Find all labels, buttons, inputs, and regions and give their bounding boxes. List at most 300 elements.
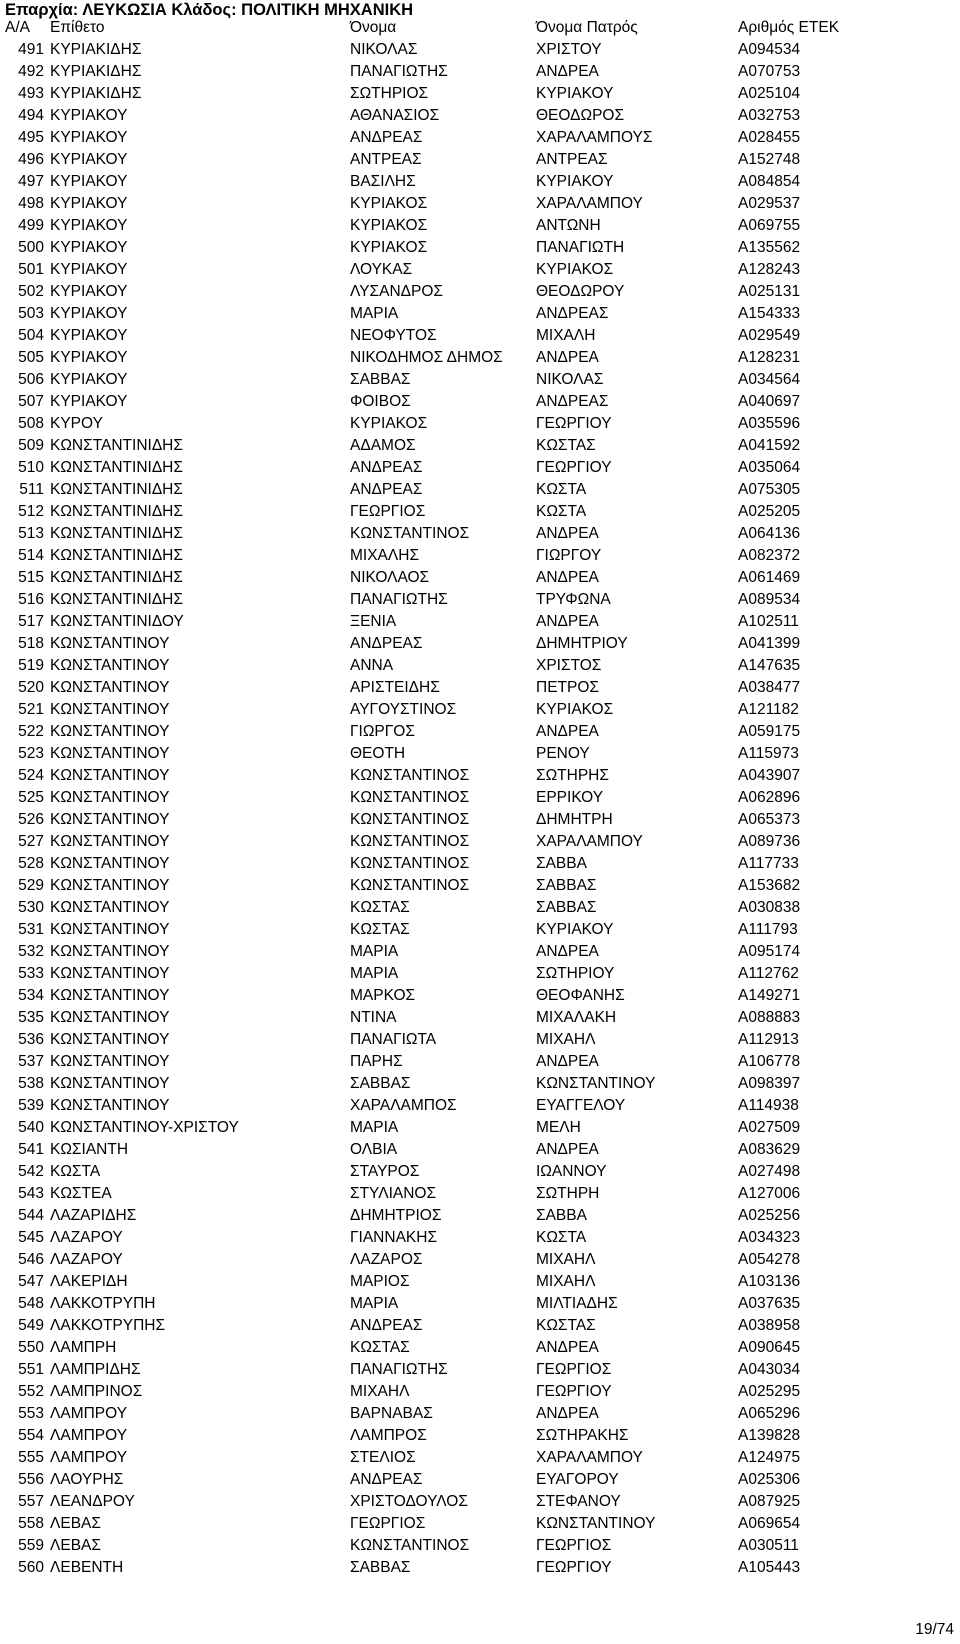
table-row bbox=[0, 1337, 960, 1359]
row-father-name: ΑΝΔΡΕΑ bbox=[536, 1141, 599, 1158]
row-name: ΣΑΒΒΑΣ bbox=[350, 1559, 411, 1576]
row-father-name: ΚΥΡΙΑΚΟΣ bbox=[536, 261, 614, 278]
table-row bbox=[0, 721, 960, 743]
row-number: 558 bbox=[18, 1515, 44, 1532]
table-row bbox=[0, 1293, 960, 1315]
row-father-name: ΓΕΩΡΓΙΟΥ bbox=[536, 1383, 612, 1400]
row-name: ΝΙΚΟΛΑΟΣ bbox=[350, 569, 430, 586]
row-father-name: ΕΥΑΓΟΡΟΥ bbox=[536, 1471, 619, 1488]
row-surname: ΚΥΡΙΑΚΟΥ bbox=[50, 107, 128, 124]
row-number: 510 bbox=[18, 459, 44, 476]
row-father-name: ΑΝΔΡΕΑ bbox=[536, 1339, 599, 1356]
row-number: 550 bbox=[18, 1339, 44, 1356]
row-etek-number: Α152748 bbox=[738, 151, 801, 168]
table-row bbox=[0, 1315, 960, 1337]
row-etek-number: Α149271 bbox=[738, 987, 801, 1004]
row-name: ΧΡΙΣΤΟΔΟΥΛΟΣ bbox=[350, 1493, 468, 1510]
row-surname: ΚΩΝΣΤΑΝΤΙΝΙΔΟΥ bbox=[50, 613, 184, 630]
row-etek-number: Α028455 bbox=[738, 129, 801, 146]
row-name: ΛΟΥΚΑΣ bbox=[350, 261, 413, 278]
row-etek-number: Α103136 bbox=[738, 1273, 801, 1290]
row-name: ΒΑΡΝΑΒΑΣ bbox=[350, 1405, 433, 1422]
row-surname: ΚΥΡΙΑΚΟΥ bbox=[50, 349, 128, 366]
table-row bbox=[0, 369, 960, 391]
row-surname: ΚΩΝΣΤΑΝΤΙΝΟΥ bbox=[50, 943, 170, 960]
row-number: 527 bbox=[18, 833, 44, 850]
row-father-name: ΑΝΔΡΕΑ bbox=[536, 63, 599, 80]
row-number: 520 bbox=[18, 679, 44, 696]
row-number: 501 bbox=[18, 261, 44, 278]
row-name: ΜΑΡΙΑ bbox=[350, 305, 399, 322]
table-row bbox=[0, 391, 960, 413]
row-surname: ΚΩΝΣΤΑΝΤΙΝΟΥ bbox=[50, 767, 170, 784]
row-number: 546 bbox=[18, 1251, 44, 1268]
table-row bbox=[0, 1029, 960, 1051]
row-name: ΒΑΣΙΛΗΣ bbox=[350, 173, 416, 190]
row-father-name: ΓΕΩΡΓΙΟΣ bbox=[536, 1361, 612, 1378]
row-father-name: ΚΥΡΙΑΚΟΥ bbox=[536, 173, 614, 190]
row-etek-number: Α117733 bbox=[738, 855, 799, 872]
row-number: 511 bbox=[19, 481, 44, 498]
table-row bbox=[0, 479, 960, 501]
table-row bbox=[0, 105, 960, 127]
header-etek-number: Αριθμός ΕΤΕΚ bbox=[738, 19, 840, 36]
table-row bbox=[0, 1513, 960, 1535]
row-name: ΛΑΜΠΡΟΣ bbox=[350, 1427, 427, 1444]
row-surname: ΚΥΡΙΑΚΟΥ bbox=[50, 151, 128, 168]
row-surname: ΚΥΡΙΑΚΟΥ bbox=[50, 217, 128, 234]
row-name: ΝΤΙΝΑ bbox=[350, 1009, 397, 1026]
table-row bbox=[0, 523, 960, 545]
row-etek-number: Α038477 bbox=[738, 679, 801, 696]
table-row bbox=[0, 589, 960, 611]
row-surname: ΛΕΑΝΔΡΟΥ bbox=[50, 1493, 135, 1510]
row-number: 516 bbox=[18, 591, 44, 608]
row-etek-number: Α041592 bbox=[738, 437, 801, 454]
row-father-name: ΑΝΤΡΕΑΣ bbox=[536, 151, 608, 168]
table-row bbox=[0, 611, 960, 633]
row-etek-number: Α089534 bbox=[738, 591, 801, 608]
table-row bbox=[0, 1447, 960, 1469]
row-surname: ΚΩΣΤΑ bbox=[50, 1163, 101, 1180]
row-number: 522 bbox=[18, 723, 44, 740]
row-name: ΚΩΝΣΤΑΝΤΙΝΟΣ bbox=[350, 811, 470, 828]
row-number: 540 bbox=[18, 1119, 44, 1136]
row-surname: ΛΑΖΑΡΟΥ bbox=[50, 1229, 123, 1246]
table-row bbox=[0, 985, 960, 1007]
row-etek-number: Α105443 bbox=[738, 1559, 801, 1576]
row-name: ΚΩΝΣΤΑΝΤΙΝΟΣ bbox=[350, 833, 470, 850]
table-row bbox=[0, 83, 960, 105]
row-etek-number: Α025131 bbox=[738, 283, 801, 300]
row-number: 503 bbox=[18, 305, 44, 322]
row-etek-number: Α112762 bbox=[738, 965, 799, 982]
row-number: 552 bbox=[18, 1383, 44, 1400]
table-row bbox=[0, 1095, 960, 1117]
row-etek-number: Α034564 bbox=[738, 371, 801, 388]
row-number: 553 bbox=[18, 1405, 44, 1422]
row-etek-number: Α075305 bbox=[738, 481, 801, 498]
row-etek-number: Α054278 bbox=[738, 1251, 801, 1268]
table-row bbox=[0, 1139, 960, 1161]
row-father-name: ΠΕΤΡΟΣ bbox=[536, 679, 599, 696]
row-number: 497 bbox=[18, 173, 44, 190]
table-row bbox=[0, 435, 960, 457]
row-etek-number: Α090645 bbox=[738, 1339, 801, 1356]
row-number: 555 bbox=[18, 1449, 44, 1466]
row-name: ΚΥΡΙΑΚΟΣ bbox=[350, 217, 428, 234]
row-etek-number: Α043907 bbox=[738, 767, 801, 784]
row-etek-number: Α069654 bbox=[738, 1515, 801, 1532]
row-etek-number: Α089736 bbox=[738, 833, 801, 850]
row-father-name: ΚΩΝΣΤΑΝΤΙΝΟΥ bbox=[536, 1075, 656, 1092]
table-row bbox=[0, 237, 960, 259]
row-etek-number: Α035596 bbox=[738, 415, 801, 432]
row-etek-number: Α098397 bbox=[738, 1075, 801, 1092]
table-row bbox=[0, 787, 960, 809]
row-father-name: ΓΕΩΡΓΙΟΥ bbox=[536, 1559, 612, 1576]
row-number: 535 bbox=[18, 1009, 44, 1026]
row-etek-number: Α115973 bbox=[738, 745, 799, 762]
row-father-name: ΓΕΩΡΓΙΟΥ bbox=[536, 459, 612, 476]
row-surname: ΚΩΝΣΤΑΝΤΙΝΙΔΗΣ bbox=[50, 437, 183, 454]
row-father-name: ΣΑΒΒΑΣ bbox=[536, 877, 597, 894]
row-father-name: ΚΥΡΙΑΚΟΥ bbox=[536, 85, 614, 102]
row-number: 521 bbox=[18, 701, 44, 718]
row-etek-number: Α035064 bbox=[738, 459, 801, 476]
row-father-name: ΑΝΔΡΕΑΣ bbox=[536, 305, 609, 322]
row-name: ΚΩΝΣΤΑΝΤΙΝΟΣ bbox=[350, 789, 470, 806]
table-row bbox=[0, 1249, 960, 1271]
row-name: ΜΑΡΚΟΣ bbox=[350, 987, 416, 1004]
row-number: 534 bbox=[18, 987, 44, 1004]
table-row bbox=[0, 963, 960, 985]
row-name: ΝΙΚΟΛΑΣ bbox=[350, 41, 418, 58]
row-number: 530 bbox=[18, 899, 44, 916]
table-row bbox=[0, 743, 960, 765]
table-row bbox=[0, 633, 960, 655]
row-father-name: ΣΩΤΗΡΗ bbox=[536, 1185, 600, 1202]
header-aa: Α/Α bbox=[5, 19, 30, 36]
row-name: ΚΥΡΙΑΚΟΣ bbox=[350, 195, 428, 212]
row-number: 532 bbox=[18, 943, 44, 960]
row-surname: ΚΩΝΣΤΑΝΤΙΝΙΔΗΣ bbox=[50, 481, 183, 498]
row-name: ΑΝΔΡΕΑΣ bbox=[350, 459, 423, 476]
row-number: 499 bbox=[18, 217, 44, 234]
row-number: 518 bbox=[18, 635, 44, 652]
row-name: ΛΑΖΑΡΟΣ bbox=[350, 1251, 423, 1268]
row-number: 525 bbox=[18, 789, 44, 806]
row-number: 557 bbox=[18, 1493, 44, 1510]
row-surname: ΚΩΝΣΤΑΝΤΙΝΟΥ bbox=[50, 789, 170, 806]
row-father-name: ΚΩΣΤΑ bbox=[536, 481, 587, 498]
table-row bbox=[0, 1557, 960, 1579]
row-father-name: ΧΑΡΑΛΑΜΠΟΥΣ bbox=[536, 129, 653, 146]
row-surname: ΚΩΝΣΤΑΝΤΙΝΟΥ bbox=[50, 635, 170, 652]
table-row bbox=[0, 1051, 960, 1073]
row-number: 526 bbox=[18, 811, 44, 828]
row-father-name: ΧΑΡΑΛΑΜΠΟΥ bbox=[536, 833, 643, 850]
row-father-name: ΑΝΔΡΕΑ bbox=[536, 525, 599, 542]
row-father-name: ΘΕΟΔΩΡΟΣ bbox=[536, 107, 625, 124]
row-father-name: ΣΑΒΒΑ bbox=[536, 1207, 587, 1224]
row-name: ΓΙΩΡΓΟΣ bbox=[350, 723, 415, 740]
row-etek-number: Α147635 bbox=[738, 657, 801, 674]
row-father-name: ΚΥΡΙΑΚΟΥ bbox=[536, 921, 614, 938]
table-row bbox=[0, 1227, 960, 1249]
row-etek-number: Α064136 bbox=[738, 525, 801, 542]
row-surname: ΚΥΡΙΑΚΟΥ bbox=[50, 305, 128, 322]
row-number: 498 bbox=[18, 195, 44, 212]
row-father-name: ΧΡΙΣΤΟΥ bbox=[536, 41, 602, 58]
table-row bbox=[0, 61, 960, 83]
row-father-name: ΣΑΒΒΑ bbox=[536, 855, 587, 872]
row-father-name: ΑΝΔΡΕΑ bbox=[536, 613, 599, 630]
row-etek-number: Α025256 bbox=[738, 1207, 801, 1224]
table-row bbox=[0, 1425, 960, 1447]
row-father-name: ΧΑΡΑΛΑΜΠΟΥ bbox=[536, 1449, 643, 1466]
row-father-name: ΚΥΡΙΑΚΟΣ bbox=[536, 701, 614, 718]
row-number: 529 bbox=[18, 877, 44, 894]
row-surname: ΚΥΡΙΑΚΟΥ bbox=[50, 129, 128, 146]
table-row bbox=[0, 1271, 960, 1293]
row-number: 542 bbox=[18, 1163, 44, 1180]
row-name: ΠΑΡΗΣ bbox=[350, 1053, 403, 1070]
row-father-name: ΣΩΤΗΡΗΣ bbox=[536, 767, 609, 784]
row-name: ΠΑΝΑΓΙΩΤΗΣ bbox=[350, 63, 448, 80]
row-name: ΦΟΙΒΟΣ bbox=[350, 393, 411, 410]
row-surname: ΛΕΒΑΣ bbox=[50, 1537, 101, 1554]
row-father-name: ΜΙΧΑΛΑΚΗ bbox=[536, 1009, 617, 1026]
row-father-name: ΡΕΝΟΥ bbox=[536, 745, 590, 762]
page-number: 19/74 bbox=[915, 1621, 954, 1638]
row-father-name: ΚΩΣΤΑ bbox=[536, 1229, 587, 1246]
row-name: ΟΛΒΙΑ bbox=[350, 1141, 398, 1158]
row-father-name: ΜΙΧΑΛΗ bbox=[536, 327, 596, 344]
row-father-name: ΝΙΚΟΛΑΣ bbox=[536, 371, 604, 388]
row-etek-number: Α038958 bbox=[738, 1317, 801, 1334]
row-name: ΓΕΩΡΓΙΟΣ bbox=[350, 1515, 426, 1532]
table-row bbox=[0, 1469, 960, 1491]
row-etek-number: Α084854 bbox=[738, 173, 801, 190]
row-number: 544 bbox=[18, 1207, 44, 1224]
row-name: ΚΩΝΣΤΑΝΤΙΝΟΣ bbox=[350, 1537, 470, 1554]
row-etek-number: Α061469 bbox=[738, 569, 801, 586]
row-etek-number: Α027498 bbox=[738, 1163, 801, 1180]
row-number: 502 bbox=[18, 283, 44, 300]
row-number: 507 bbox=[18, 393, 44, 410]
row-surname: ΚΩΝΣΤΑΝΤΙΝΟΥ bbox=[50, 679, 170, 696]
row-surname: ΚΥΡΙΑΚΟΥ bbox=[50, 239, 128, 256]
row-surname: ΚΩΝΣΤΑΝΤΙΝΟΥ bbox=[50, 855, 170, 872]
row-etek-number: Α106778 bbox=[738, 1053, 801, 1070]
table-row bbox=[0, 325, 960, 347]
row-etek-number: Α128243 bbox=[738, 261, 801, 278]
row-surname: ΚΥΡΙΑΚΟΥ bbox=[50, 371, 128, 388]
row-surname: ΚΥΡΙΑΚΟΥ bbox=[50, 283, 128, 300]
row-etek-number: Α114938 bbox=[738, 1097, 799, 1114]
row-name: ΑΝΔΡΕΑΣ bbox=[350, 129, 423, 146]
row-father-name: ΕΥΑΓΓΕΛΟΥ bbox=[536, 1097, 626, 1114]
row-name: ΜΑΡΙΑ bbox=[350, 943, 399, 960]
row-etek-number: Α121182 bbox=[738, 701, 799, 718]
row-name: ΚΩΝΣΤΑΝΤΙΝΟΣ bbox=[350, 855, 470, 872]
row-surname: ΚΩΝΣΤΑΝΤΙΝΟΥ-ΧΡΙΣΤΟΥ bbox=[50, 1119, 239, 1136]
row-name: ΑΝΔΡΕΑΣ bbox=[350, 1471, 423, 1488]
row-father-name: ΑΝΔΡΕΑ bbox=[536, 1053, 599, 1070]
row-surname: ΚΩΝΣΤΑΝΤΙΝΟΥ bbox=[50, 987, 170, 1004]
row-surname: ΚΩΝΣΤΑΝΤΙΝΟΥ bbox=[50, 1097, 170, 1114]
row-number: 492 bbox=[18, 63, 44, 80]
row-number: 528 bbox=[18, 855, 44, 872]
row-father-name: ΑΝΔΡΕΑ bbox=[536, 1405, 599, 1422]
table-row bbox=[0, 1491, 960, 1513]
row-father-name: ΓΙΩΡΓΟΥ bbox=[536, 547, 602, 564]
row-number: 512 bbox=[18, 503, 44, 520]
row-name: ΝΕΟΦΥΤΟΣ bbox=[350, 327, 437, 344]
row-name: ΚΩΝΣΤΑΝΤΙΝΟΣ bbox=[350, 525, 470, 542]
row-name: ΣΤΥΛΙΑΝΟΣ bbox=[350, 1185, 437, 1202]
row-etek-number: Α025205 bbox=[738, 503, 801, 520]
row-etek-number: Α027509 bbox=[738, 1119, 801, 1136]
table-row bbox=[0, 853, 960, 875]
table-row bbox=[0, 1117, 960, 1139]
row-name: ΜΑΡΙΑ bbox=[350, 1295, 399, 1312]
row-surname: ΚΩΝΣΤΑΝΤΙΝΙΔΗΣ bbox=[50, 569, 183, 586]
row-father-name: ΔΗΜΗΤΡΙΟΥ bbox=[536, 635, 628, 652]
row-name: ΜΑΡΙΟΣ bbox=[350, 1273, 410, 1290]
table-row bbox=[0, 567, 960, 589]
row-number: 519 bbox=[18, 657, 44, 674]
row-surname: ΚΩΝΣΤΑΝΤΙΝΙΔΗΣ bbox=[50, 591, 183, 608]
row-name: ΑΝΔΡΕΑΣ bbox=[350, 635, 423, 652]
header-surname: Επίθετο bbox=[50, 19, 105, 36]
header-name: Όνομα bbox=[350, 19, 397, 36]
document-title: Επαρχία: ΛΕΥΚΩΣΙΑ Κλάδος: ΠΟΛΙΤΙΚΗ ΜΗΧΑΝΙΚΗ bbox=[5, 1, 414, 19]
row-etek-number: Α059175 bbox=[738, 723, 801, 740]
row-number: 560 bbox=[18, 1559, 44, 1576]
row-number: 500 bbox=[18, 239, 44, 256]
row-name: ΜΙΧΑΗΛ bbox=[350, 1383, 410, 1400]
row-father-name: ΠΑΝΑΓΙΩΤΗ bbox=[536, 239, 625, 256]
row-surname: ΚΥΡΟΥ bbox=[50, 415, 103, 432]
row-surname: ΛΑΖΑΡΙΔΗΣ bbox=[50, 1207, 137, 1224]
row-surname: ΛΑΚΚΟΤΡΥΠΗ bbox=[50, 1295, 156, 1312]
row-name: ΠΑΝΑΓΙΩΤΑ bbox=[350, 1031, 437, 1048]
row-surname: ΚΥΡΙΑΚΟΥ bbox=[50, 327, 128, 344]
row-etek-number: Α025306 bbox=[738, 1471, 801, 1488]
table-row bbox=[0, 765, 960, 787]
row-father-name: ΑΝΔΡΕΑ bbox=[536, 943, 599, 960]
row-number: 523 bbox=[18, 745, 44, 762]
row-surname: ΚΩΝΣΤΑΝΤΙΝΟΥ bbox=[50, 899, 170, 916]
row-father-name: ΣΩΤΗΡΑΚΗΣ bbox=[536, 1427, 629, 1444]
row-number: 517 bbox=[18, 613, 44, 630]
table-row bbox=[0, 1535, 960, 1557]
row-name: ΚΩΝΣΤΑΝΤΙΝΟΣ bbox=[350, 767, 470, 784]
row-name: ΣΑΒΒΑΣ bbox=[350, 371, 411, 388]
row-father-name: ΑΝΤΩΝΗ bbox=[536, 217, 601, 234]
table-row bbox=[0, 875, 960, 897]
table-row bbox=[0, 809, 960, 831]
row-father-name: ΜΕΛΗ bbox=[536, 1119, 581, 1136]
table-row bbox=[0, 1073, 960, 1095]
row-father-name: ΣΩΤΗΡΙΟΥ bbox=[536, 965, 615, 982]
row-surname: ΛΑΚΕΡΙΔΗ bbox=[50, 1273, 128, 1290]
row-number: 549 bbox=[18, 1317, 44, 1334]
row-name: ΚΥΡΙΑΚΟΣ bbox=[350, 239, 428, 256]
row-number: 495 bbox=[18, 129, 44, 146]
header-father-name: Όνομα Πατρός bbox=[536, 19, 638, 36]
table-row bbox=[0, 1403, 960, 1425]
row-etek-number: Α034323 bbox=[738, 1229, 801, 1246]
table-row bbox=[0, 215, 960, 237]
row-number: 491 bbox=[18, 41, 44, 58]
row-father-name: ΧΑΡΑΛΑΜΠΟΥ bbox=[536, 195, 643, 212]
row-surname: ΚΩΝΣΤΑΝΤΙΝΙΔΗΣ bbox=[50, 525, 183, 542]
row-father-name: ΓΕΩΡΓΙΟΣ bbox=[536, 1537, 612, 1554]
table-row bbox=[0, 193, 960, 215]
row-father-name: ΤΡΥΦΩΝΑ bbox=[536, 591, 611, 608]
row-etek-number: Α040697 bbox=[738, 393, 801, 410]
row-etek-number: Α032753 bbox=[738, 107, 801, 124]
row-etek-number: Α128231 bbox=[738, 349, 801, 366]
row-name: ΜΙΧΑΛΗΣ bbox=[350, 547, 420, 564]
table-row bbox=[0, 39, 960, 61]
row-surname: ΚΩΝΣΤΑΝΤΙΝΟΥ bbox=[50, 701, 170, 718]
row-father-name: ΑΝΔΡΕΑ bbox=[536, 349, 599, 366]
row-number: 505 bbox=[18, 349, 44, 366]
row-number: 559 bbox=[18, 1537, 44, 1554]
row-name: ΑΝΔΡΕΑΣ bbox=[350, 481, 423, 498]
row-number: 506 bbox=[18, 371, 44, 388]
row-name: ΚΩΣΤΑΣ bbox=[350, 921, 410, 938]
row-father-name: ΑΝΔΡΕΑ bbox=[536, 723, 599, 740]
row-etek-number: Α083629 bbox=[738, 1141, 801, 1158]
row-number: 514 bbox=[18, 547, 44, 564]
row-name: ΑΡΙΣΤΕΙΔΗΣ bbox=[350, 679, 440, 696]
table-row bbox=[0, 171, 960, 193]
row-number: 547 bbox=[18, 1273, 44, 1290]
row-name: ΝΙΚΟΔΗΜΟΣ ΔΗΜΟΣ bbox=[350, 349, 503, 366]
row-father-name: ΜΙΧΑΗΛ bbox=[536, 1251, 596, 1268]
row-father-name: ΔΗΜΗΤΡΗ bbox=[536, 811, 613, 828]
table-row bbox=[0, 831, 960, 853]
row-surname: ΚΥΡΙΑΚΟΥ bbox=[50, 261, 128, 278]
row-number: 536 bbox=[18, 1031, 44, 1048]
table-row bbox=[0, 149, 960, 171]
row-father-name: ΑΝΔΡΕΑΣ bbox=[536, 393, 609, 410]
row-number: 537 bbox=[18, 1053, 44, 1070]
row-etek-number: Α037635 bbox=[738, 1295, 801, 1312]
row-father-name: ΚΩΝΣΤΑΝΤΙΝΟΥ bbox=[536, 1515, 656, 1532]
row-number: 543 bbox=[18, 1185, 44, 1202]
row-surname: ΚΩΝΣΤΑΝΤΙΝΟΥ bbox=[50, 1009, 170, 1026]
row-etek-number: Α094534 bbox=[738, 41, 801, 58]
row-father-name: ΜΙΧΑΗΛ bbox=[536, 1273, 596, 1290]
table-row bbox=[0, 281, 960, 303]
table-row bbox=[0, 1183, 960, 1205]
row-etek-number: Α112913 bbox=[738, 1031, 799, 1048]
row-etek-number: Α135562 bbox=[738, 239, 801, 256]
row-surname: ΛΕΒΑΣ bbox=[50, 1515, 101, 1532]
row-surname: ΚΥΡΙΑΚΙΔΗΣ bbox=[50, 85, 142, 102]
row-surname: ΚΩΝΣΤΑΝΤΙΝΟΥ bbox=[50, 745, 170, 762]
row-number: 556 bbox=[18, 1471, 44, 1488]
row-number: 508 bbox=[18, 415, 44, 432]
row-father-name: ΘΕΟΦΑΝΗΣ bbox=[536, 987, 625, 1004]
table-row bbox=[0, 413, 960, 435]
